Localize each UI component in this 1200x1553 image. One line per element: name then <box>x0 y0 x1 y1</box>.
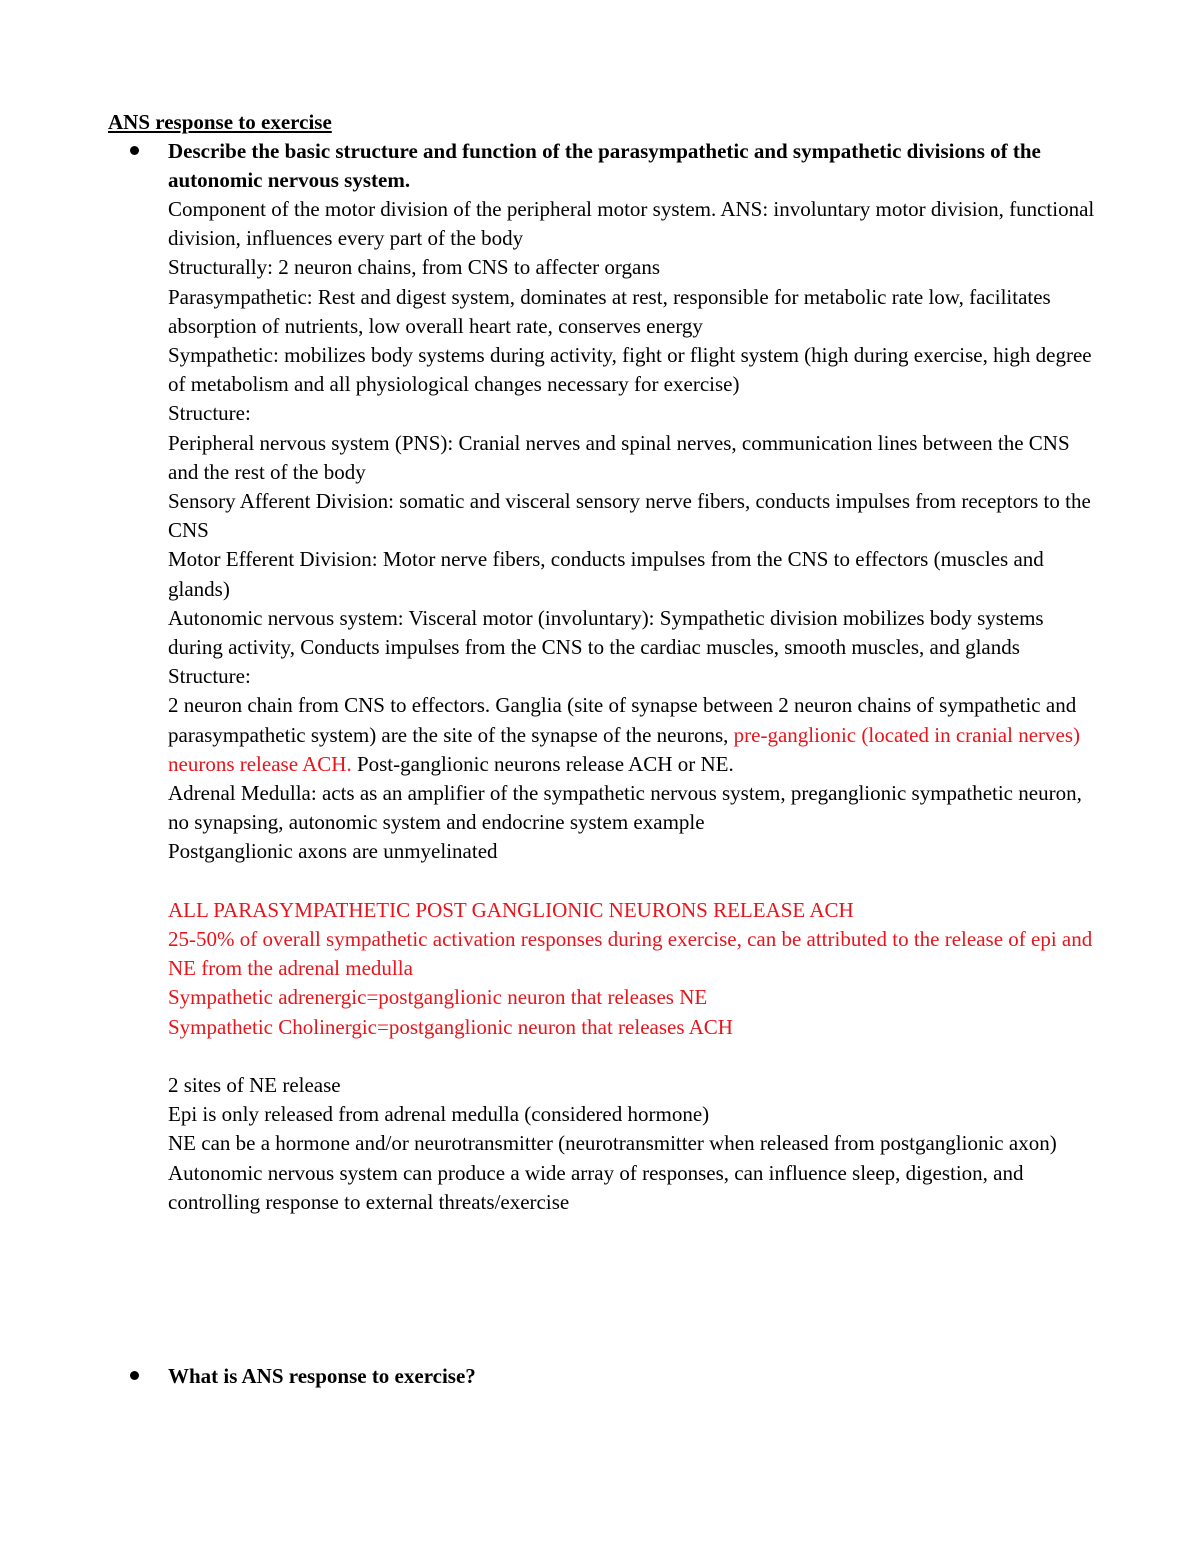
paragraph: Parasympathetic: Rest and digest system, dominates at rest, responsible for metabolic rate low, facilitates absorption of nutrients, low overall heart rate, conserves energy <box>168 284 1051 338</box>
paragraph: Structurally: 2 neuron chains, from CNS to affecter organs <box>168 255 661 280</box>
blank-line <box>168 1042 1098 1071</box>
highlighted-paragraph: Sympathetic adrenergic=postganglionic neuron that releases NE <box>168 985 708 1010</box>
paragraph: Structure: <box>168 401 251 426</box>
paragraph: Sympathetic: mobilizes body systems during activity, fight or flight system (high during exercise, high degree of metabolism and all physiological changes necessary for exercise) <box>168 343 1092 397</box>
blank-line <box>168 867 1098 896</box>
document-title: ANS response to exercise <box>108 110 332 134</box>
bullet-dot-icon <box>130 1371 139 1380</box>
paragraph: Autonomic nervous system: Visceral motor (involuntary): Sympathetic division mobilizes body systems during activity, Conducts impulses from the CNS to the cardiac muscles, smooth muscles, and glands <box>168 605 1044 660</box>
bullet-dot-icon <box>130 146 139 155</box>
paragraph: Sensory Afferent Division: somatic and visceral sensory nerve fibers, conducts impulses from receptors to the CNS <box>168 489 1091 543</box>
paragraph: Adrenal Medulla: acts as an amplifier of the sympathetic nervous system, preganglionic sympathetic neuron, no synapsing, autonomic system and endocrine system example <box>168 781 1082 835</box>
highlighted-paragraph: ALL PARASYMPATHETIC POST GANGLIONIC NEURONS RELEASE ACH <box>168 897 854 922</box>
answer-body-1 <box>168 195 1098 1217</box>
paragraph: Autonomic nervous system can produce a wide array of responses, can influence sleep, digestion, and controlling response to external threats/exercise <box>168 1160 1024 1214</box>
highlighted-text: pre-ganglionic (located in cranial nerves) neurons release ACH. <box>168 722 1081 776</box>
paragraph: 2 sites of NE release <box>168 1073 341 1098</box>
paragraph: Structure: <box>168 664 251 689</box>
ganglia-paragraph <box>168 691 1098 779</box>
ganglia-text: 2 neuron chain from CNS to effectors. Ganglia (site of synapse between 2 neuron chains of sympathetic and parasympathetic system) are the site of the synapse of the neurons, <box>168 693 1077 747</box>
paragraph: Epi is only released from adrenal medulla (considered hormone) <box>168 1102 710 1127</box>
question-heading: What is ANS response to exercise? <box>168 1364 476 1388</box>
highlighted-paragraph: 25-50% of overall sympathetic activation responses during exercise, can be attributed to the release of epi and NE from the adrenal medulla <box>168 927 1093 981</box>
paragraph: Motor Efferent Division: Motor nerve fibers, conducts impulses from the CNS to effectors (muscles and glands) <box>168 547 1044 601</box>
highlighted-paragraph: Sympathetic Cholinergic=postganglionic neuron that releases ACH <box>168 1014 733 1039</box>
question-heading: Describe the basic structure and function of the parasympathetic and sympathetic divisions of the autonomic nervous system. <box>168 139 1041 192</box>
ganglia-text-end: Post-ganglionic neurons release ACH or NE. <box>351 751 734 776</box>
paragraph: Postganglionic axons are unmyelinated <box>168 839 498 864</box>
paragraph: Component of the motor division of the peripheral motor system. ANS: involuntary motor division, functional division, influences every part of the body <box>168 197 1095 251</box>
paragraph: NE can be a hormone and/or neurotransmitter (neurotransmitter when released from postganglionic axon) <box>168 1131 1057 1156</box>
paragraph: Peripheral nervous system (PNS): Cranial nerves and spinal nerves, communication lines between the CNS and the rest of the body <box>168 430 1070 484</box>
